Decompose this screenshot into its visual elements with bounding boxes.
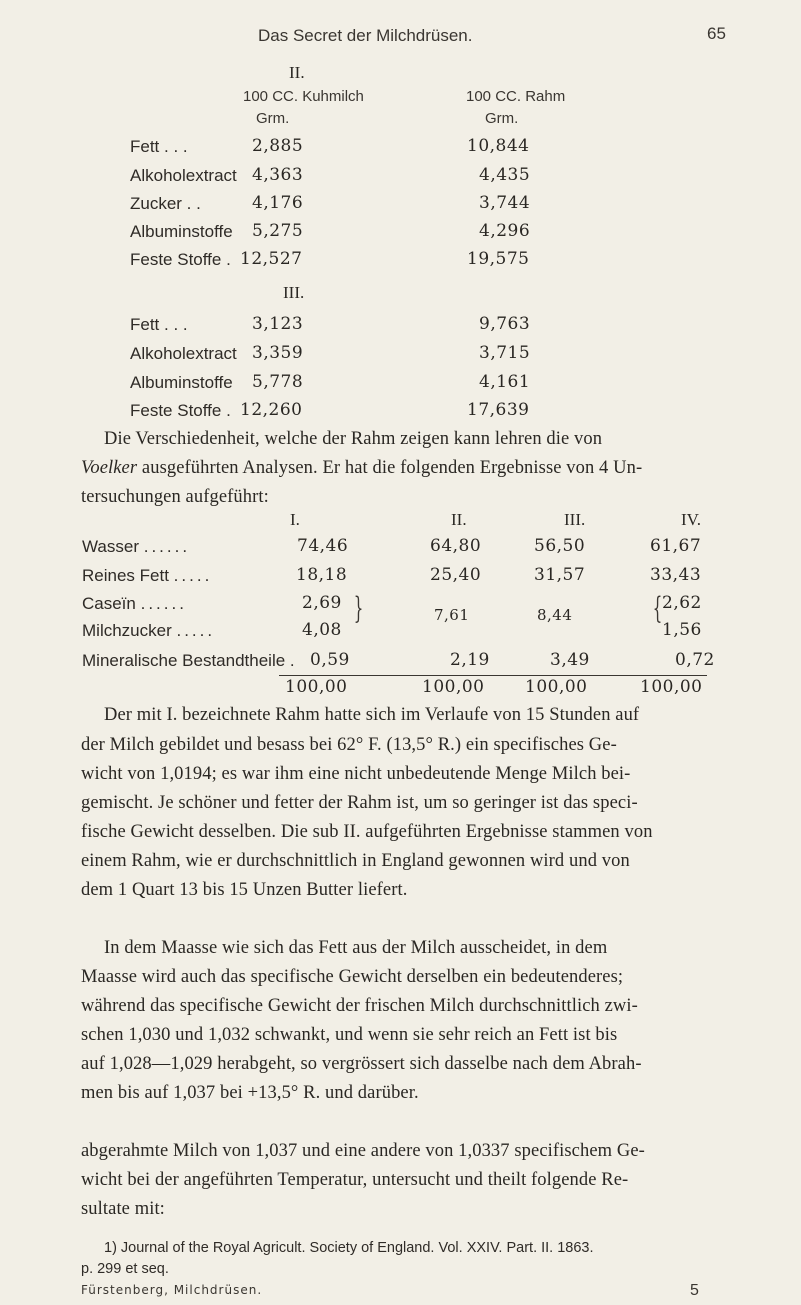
sum-rule: [279, 675, 707, 676]
cell-value: 3,715: [479, 343, 531, 363]
col-header-kuhmilch: 100 CC. Kuhmilch: [243, 88, 364, 105]
row-label: Fett . . .: [130, 315, 188, 334]
cell-value: 19,575: [467, 249, 530, 269]
row-label: Albuminstoffe: [130, 373, 233, 392]
paragraph-line: tersuchungen aufgeführt:: [81, 487, 269, 507]
footnote-line: 1) Journal of the Royal Agricult. Society of England. Vol. XXIV. Part. II. 1863.: [104, 1240, 594, 1256]
total-value: 100,00: [285, 677, 348, 697]
paragraph-line: fische Gewicht desselben. Die sub II. aufgeführten Ergebnisse stammen von: [81, 822, 653, 842]
cell-value: 17,639: [467, 400, 530, 420]
row-label: Albuminstoffe: [130, 222, 233, 241]
total-value: 100,00: [525, 677, 588, 697]
paragraph-line: men bis auf 1,037 bei +13,5° R. und darüber.: [81, 1083, 419, 1103]
row-label: Feste Stoffe .: [130, 401, 231, 420]
paragraph-line: Maasse wird auch das specifische Gewicht derselben ein bedeutenderes;: [81, 967, 624, 987]
cell-value: 2,19: [450, 650, 490, 670]
cell-value: 5,778: [252, 372, 304, 392]
paragraph-line: schen 1,030 und 1,032 schwankt, und wenn sie sehr reich an Fett ist bis: [81, 1025, 618, 1045]
cell-value: 4,296: [479, 221, 531, 241]
cell-value: 0,72: [675, 650, 715, 670]
row-label: Alkoholextract: [130, 344, 237, 363]
row-label: Reines Fett .....: [82, 566, 213, 585]
row-label: Caseïn ......: [82, 594, 187, 613]
paragraph-line: gemischt. Je schöner und fetter der Rahm ist, um so geringer ist das speci-: [81, 793, 638, 813]
author-name: Voelker: [81, 458, 138, 478]
cell-value: 3,123: [252, 314, 304, 334]
col-header-i: I.: [290, 510, 300, 529]
paragraph-line: wicht von 1,0194; es war ihm eine nicht unbedeutende Menge Milch bei-: [81, 764, 631, 784]
total-value: 100,00: [640, 677, 703, 697]
cell-value: 31,57: [534, 565, 586, 585]
cell-value: 61,67: [650, 536, 702, 556]
sheet-signature-number: 5: [690, 1282, 699, 1299]
cell-value-merged: 8,44: [537, 606, 573, 624]
paragraph-line: In dem Maasse wie sich das Fett aus der Milch ausscheidet, in dem: [104, 938, 608, 958]
cell-value: 33,43: [650, 565, 702, 585]
cell-value: 12,260: [240, 400, 303, 420]
cell-value: 3,49: [550, 650, 590, 670]
paragraph-line: dem 1 Quart 13 bis 15 Unzen Butter liefert.: [81, 880, 408, 900]
brace-right: }: [353, 591, 364, 626]
cell-value: 4,435: [479, 165, 531, 185]
cell-value: 4,363: [252, 165, 304, 185]
section-heading-ii: II.: [289, 63, 305, 82]
col-unit-rahm: Grm.: [485, 110, 519, 127]
cell-value: 2,69: [302, 593, 342, 613]
col-header-ii: II.: [451, 510, 467, 529]
cell-value: 56,50: [534, 536, 586, 556]
row-label: Wasser ......: [82, 537, 191, 556]
cell-value: 12,527: [240, 249, 303, 269]
paragraph-line: der Milch gebildet und besass bei 62° F. (13,5° R.) ein specifisches Ge-: [81, 735, 617, 755]
page-number: 65: [707, 24, 726, 43]
row-label: Fett . . .: [130, 137, 188, 156]
cell-value: 1,56: [662, 620, 702, 640]
cell-value: 4,161: [479, 372, 531, 392]
cell-value-merged: 7,61: [434, 606, 470, 624]
signature-line: Fürstenberg, Milchdrüsen.: [81, 1283, 263, 1297]
paragraph-line: wicht bei der angeführten Temperatur, untersucht und theilt folgende Re-: [81, 1170, 629, 1190]
running-header: Das Secret der Milchdrüsen.: [258, 26, 473, 45]
paragraph-line: auf 1,028—1,029 herabgeht, so vergrössert sich dasselbe nach dem Abrah-: [81, 1054, 642, 1074]
cell-value: 3,359: [252, 343, 304, 363]
paragraph-line: einem Rahm, wie er durchschnittlich in England gewonnen wird und von: [81, 851, 630, 871]
total-value: 100,00: [422, 677, 485, 697]
col-header-rahm: 100 CC. Rahm: [466, 88, 566, 105]
row-label: Mineralische Bestandtheile .: [82, 651, 298, 670]
cell-value: 4,08: [302, 620, 342, 640]
cell-value: 2,62: [662, 593, 702, 613]
cell-value: 74,46: [297, 536, 349, 556]
cell-value: 25,40: [430, 565, 482, 585]
paragraph-line: Der mit I. bezeichnete Rahm hatte sich im Verlaufe von 15 Stunden auf: [104, 705, 640, 725]
cell-value: 2,885: [252, 136, 304, 156]
col-unit-kuhmilch: Grm.: [256, 110, 290, 127]
cell-value: 10,844: [467, 136, 530, 156]
row-label: Zucker . .: [130, 194, 201, 213]
cell-value: 4,176: [252, 193, 304, 213]
footnote-line: p. 299 et seq.: [81, 1261, 169, 1277]
brace-left: {: [652, 591, 663, 626]
cell-value: 5,275: [252, 221, 304, 241]
paragraph-line: abgerahmte Milch von 1,037 und eine andere von 1,0337 specifischem Ge-: [81, 1141, 645, 1161]
paragraph-line: sultate mit:: [81, 1199, 165, 1219]
cell-value: 9,763: [479, 314, 531, 334]
paragraph-line: während das specifische Gewicht der frischen Milch durchschnittlich zwi-: [81, 996, 638, 1016]
col-header-iii: III.: [564, 510, 586, 529]
section-heading-iii: III.: [283, 283, 305, 302]
col-header-iv: IV.: [681, 510, 701, 529]
cell-value: 3,744: [479, 193, 531, 213]
cell-value: 64,80: [430, 536, 482, 556]
cell-value: 18,18: [296, 565, 348, 585]
paragraph-line: Die Verschiedenheit, welche der Rahm zeigen kann lehren die von: [104, 429, 603, 449]
cell-value: 0,59: [310, 650, 350, 670]
row-label: Feste Stoffe .: [130, 250, 231, 269]
row-label: Alkoholextract: [130, 166, 237, 185]
paragraph-line: Voelker ausgeführten Analysen. Er hat die folgenden Ergebnisse von 4 Un-: [81, 458, 643, 478]
row-label: Milchzucker .....: [82, 621, 216, 640]
